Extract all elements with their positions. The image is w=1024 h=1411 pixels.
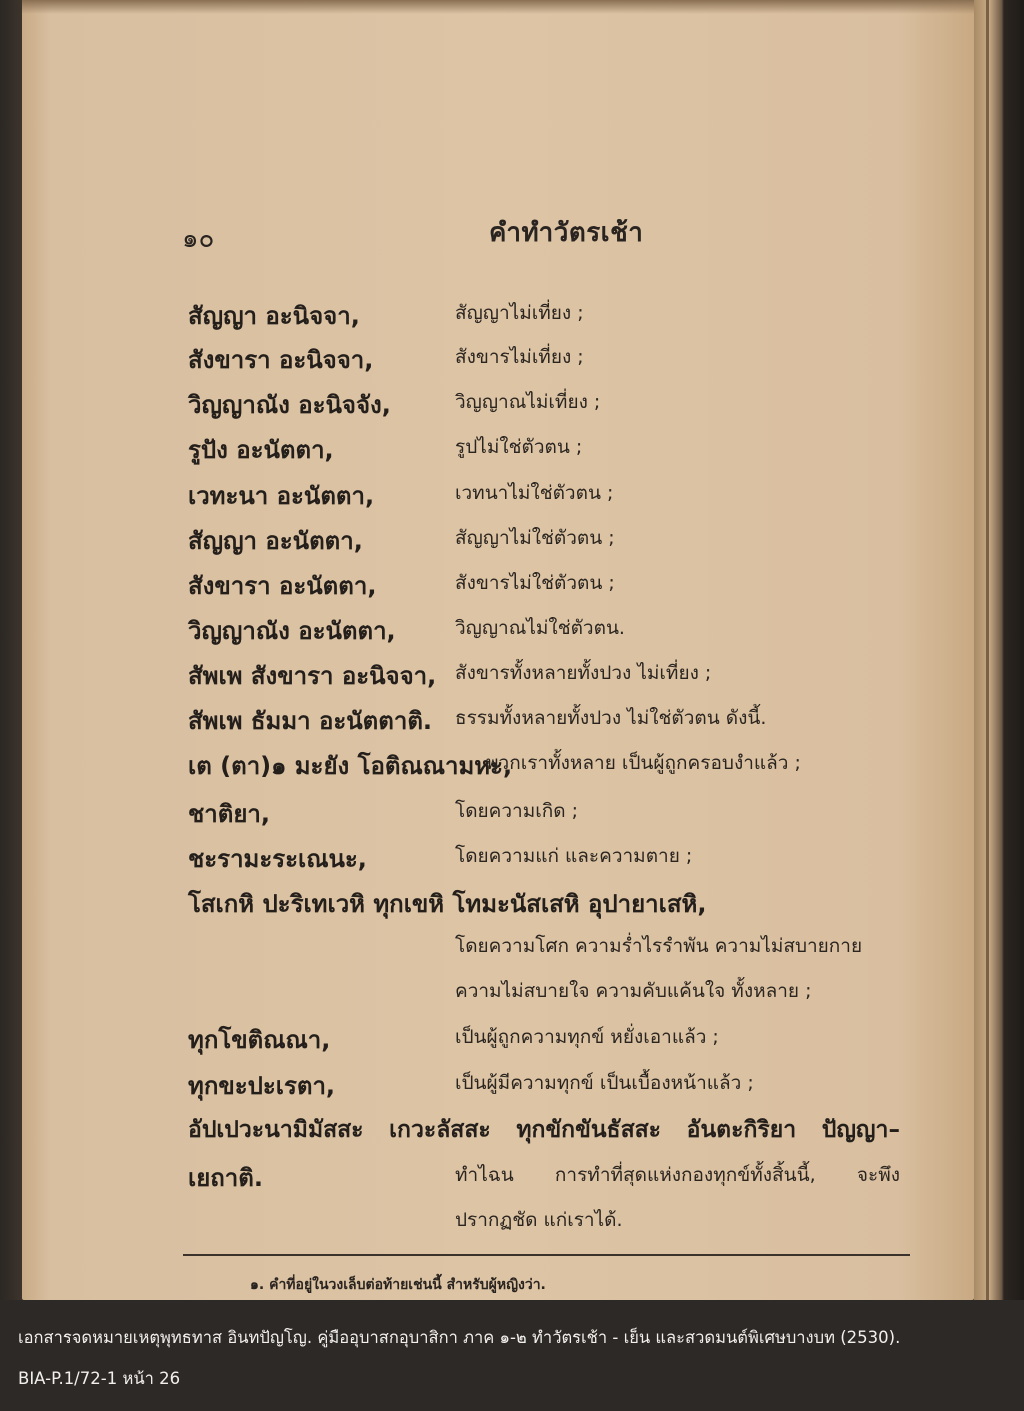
thai-word: ทำไฉน [455,1164,514,1186]
pali-text: วิญญาณัง อะนิจจัง, [188,391,391,419]
text-row [0,976,1024,1016]
pali-text: ทุกขะปะเรตา, [188,1072,336,1100]
pali-text: สัญญา อะนัตตา, [188,527,363,555]
thai-translation: สัญญาไม่ใช่ตัวตน ; [455,527,615,549]
text-row [0,701,1024,741]
thai-translation: สังขารไม่ใช่ตัวตน ; [455,572,615,594]
pali-word: ทุกขักขันธัสสะ [516,1117,662,1143]
thai-word: จะพึง [856,1164,900,1186]
text-row [0,385,1024,425]
page-shadow-top [22,0,974,14]
pali-word: อัปเปวะนามิมัสสะ [188,1117,364,1143]
caption-bar [0,1300,1024,1411]
thai-translation: สัญญาไม่เที่ยง ; [455,302,584,324]
thai-justified-line [455,1160,900,1190]
pali-text: เต (ตา)๑ มะยัง โอติณณามหะ, [188,752,513,780]
thai-translation: เวทนาไม่ใช่ตัวตน ; [455,482,614,504]
text-row [0,611,1024,651]
footnote-rule [183,1254,910,1256]
text-row [0,566,1024,606]
text-row [0,340,1024,380]
text-row [0,1020,1024,1060]
text-row [0,476,1024,516]
text-row [0,430,1024,470]
running-head: คำทำวัตรเช้า [489,218,644,248]
pali-word: เกวะลัสสะ [389,1117,491,1143]
pali-text: สังขารา อะนัตตา, [188,572,377,600]
pali-justified-line [188,1112,900,1148]
pali-text: เยถาติ. [188,1164,263,1192]
pali-text: ชะรามะระเณนะ, [188,845,367,873]
thai-translation: วิญญาณไม่เที่ยง ; [455,391,601,413]
thai-translation: โดยความโศก ความร่ำไรรำพัน ความไม่สบายกาย [455,935,863,957]
text-row [0,656,1024,696]
pali-text: ทุกโขติณณา, [188,1026,331,1054]
text-row [0,521,1024,561]
thai-translation: ปรากฏชัด แก่เราได้. [455,1209,623,1231]
pali-text: เวทะนา อะนัตตา, [188,482,375,510]
pali-text: สัพเพ สังขารา อะนิจจา, [188,662,437,690]
text-row [0,884,1024,924]
text-row [0,746,1024,786]
thai-translation: เป็นผู้มีความทุกข์ เป็นเบื้องหน้าแล้ว ; [455,1072,754,1094]
thai-translation: ความไม่สบายใจ ความคับแค้นใจ ทั้งหลาย ; [455,980,812,1002]
pali-text: วิญญาณัง อะนัตตา, [188,617,396,645]
footnote: ๑. คำที่อยู่ในวงเล็บต่อท้ายเช่นนี้ สำหรับผู้หญิงว่า. [250,1277,546,1293]
caption-reference: BIA-P.1/72-1 หน้า 26 [18,1369,181,1388]
pali-text: สัพเพ ธัมมา อะนัตตาติ. [188,707,433,735]
caption-citation: เอกสารจดหมายเหตุพุทธทาส อินทปัญโญ. คู่มืออุบาสกอุบาสิกา ภาค ๑-๒ ทำวัตรเช้า - เย็น และสวดมนต์พิเศษบางบท (2530). [18,1328,901,1347]
pali-text: ชาติยา, [188,800,271,828]
thai-translation: รูปไม่ใช่ตัวตน ; [455,436,583,458]
pali-text: โสเกหิ ปะริเทเวหิ ทุกเขหิ โทมะนัสเสหิ อุปายาเสหิ, [188,890,707,918]
thai-translation: สังขารทั้งหลายทั้งปวง ไม่เที่ยง ; [455,662,712,684]
text-row [0,931,1024,971]
pali-word: ปัญญา– [821,1117,900,1143]
thai-word: การทำที่สุดแห่งกองทุกข์ทั้งสิ้นนี้, [554,1164,816,1186]
text-row [0,1066,1024,1106]
page-number: ๑๐ [182,224,215,254]
text-row [0,1205,1024,1245]
pali-text: รูปัง อะนัตตา, [188,436,334,464]
text-row [0,839,1024,879]
pali-text: สังขารา อะนิจจา, [188,346,374,374]
pali-word: อันตะกิริยา [686,1117,797,1143]
thai-translation: พวกเราทั้งหลาย เป็นผู้ถูกครอบงำแล้ว ; [486,752,801,774]
thai-translation: โดยความเกิด ; [455,800,579,822]
thai-translation: สังขารไม่เที่ยง ; [455,346,584,368]
text-row [0,794,1024,834]
pali-text: สัญญา อะนิจจา, [188,302,360,330]
text-row [0,296,1024,336]
thai-translation: เป็นผู้ถูกความทุกข์ หยั่งเอาแล้ว ; [455,1026,719,1048]
thai-translation: ธรรมทั้งหลายทั้งปวง ไม่ใช่ตัวตน ดังนี้. [455,707,767,729]
thai-translation: โดยความแก่ และความตาย ; [455,845,693,867]
text-row [0,1158,1024,1198]
thai-translation: วิญญาณไม่ใช่ตัวตน. [455,617,625,639]
